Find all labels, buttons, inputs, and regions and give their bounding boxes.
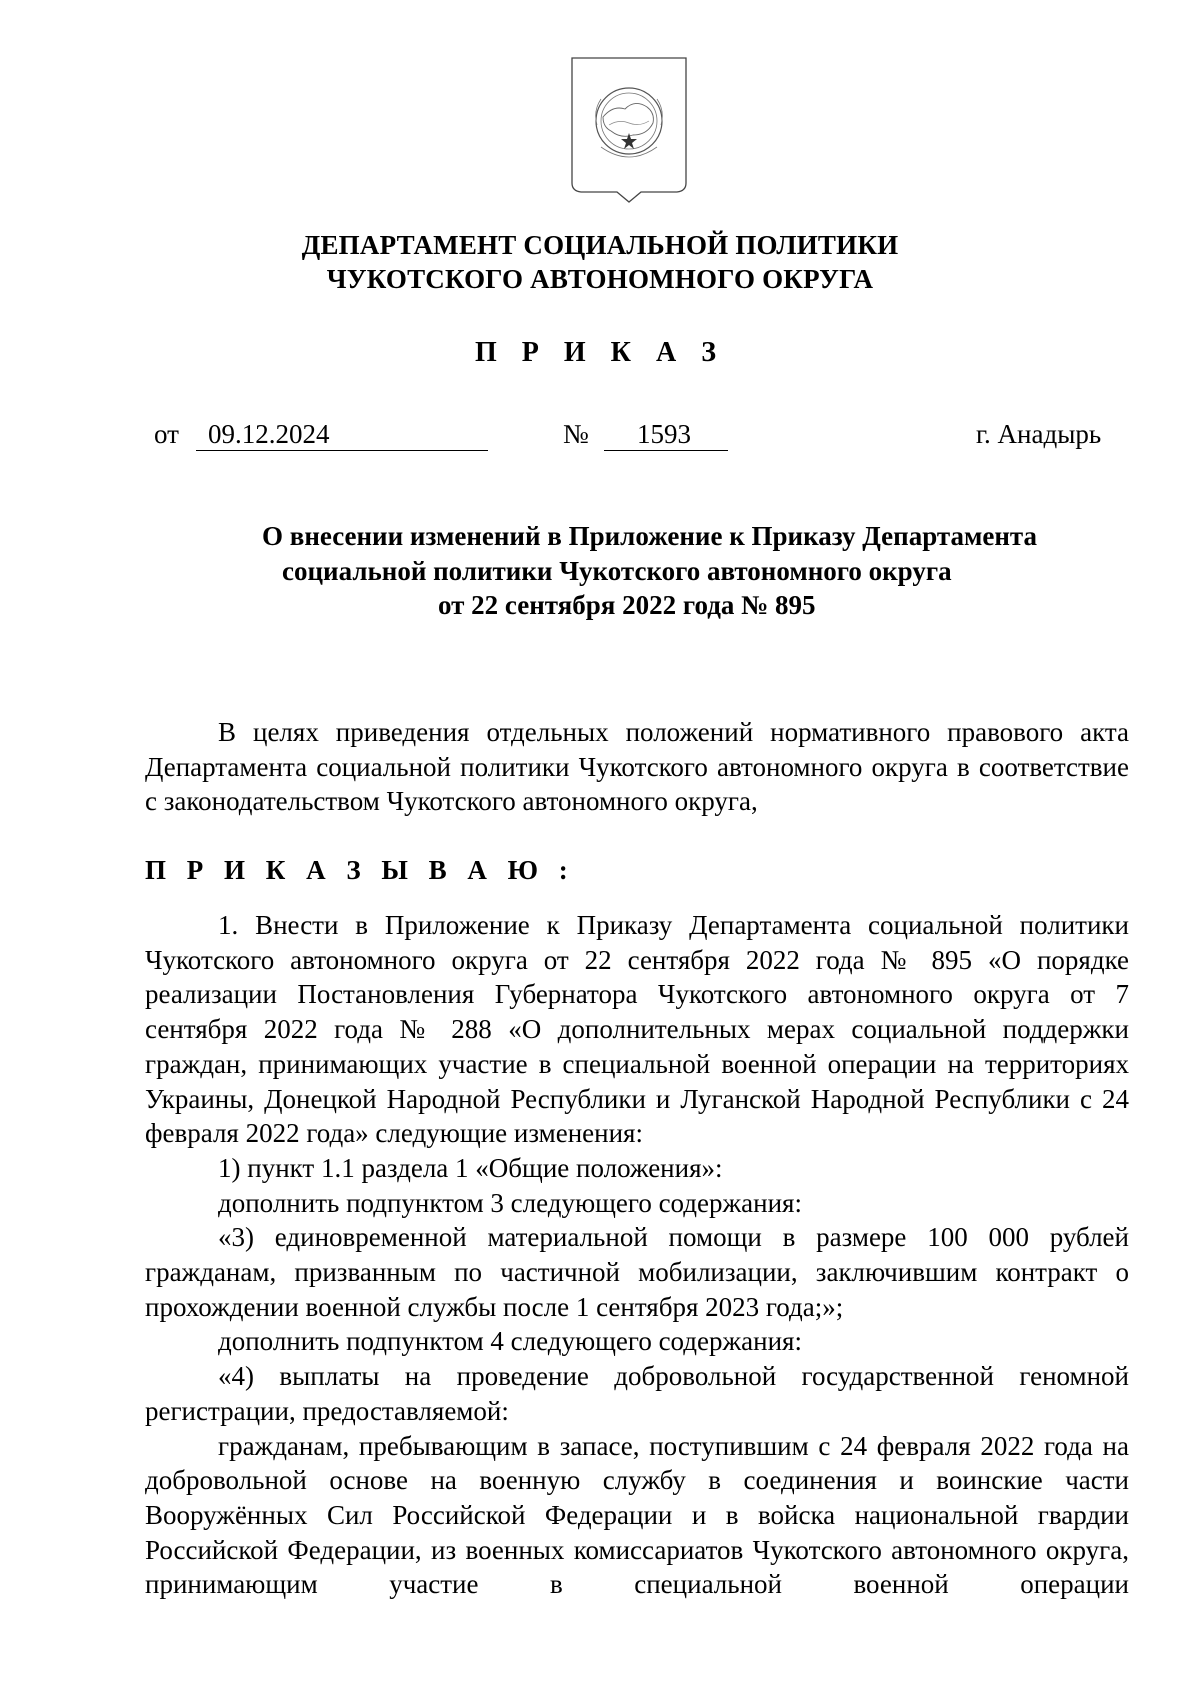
document-title-line-3: от 22 сентября 2022 года № 895 xyxy=(438,590,816,620)
preamble-paragraph: В целях приведения отдельных положений нормативного правового акта Департамента социальной политики Чукотского автономного округа в соответствие с законодательством Чукотского автономного округа, xyxy=(145,717,1129,817)
paragraph-citizens-reserve: гражданам, пребывающим в запасе, поступившим с 24 февраля 2022 года на добровольной основе на военную службу в соединения и воинские части Вооружённых Сил Российской Федерации и в войска национальной гвардии Российской Федерации, из военных комиссариатов Чукотского автономного округа, принимающим участие в специальной военной операции xyxy=(145,1430,1129,1600)
organization-name-line-1: ДЕПАРТАМЕНТ СОЦИАЛЬНОЙ ПОЛИТИКИ xyxy=(301,230,899,260)
date-prefix: от xyxy=(154,419,179,449)
paragraph-add-subitem-3: дополнить подпунктом 3 следующего содержания: xyxy=(218,1187,802,1218)
paragraph-add-subitem-4: дополнить подпунктом 4 следующего содержания: xyxy=(218,1326,802,1357)
paragraph-subitem-1: 1) пункт 1.1 раздела 1 «Общие положения»: xyxy=(218,1152,723,1183)
paragraph-subitem-3-text: «3) единовременной материальной помощи в размере 100 000 рублей гражданам, призванным по частичной мобилизации, заключившим контракт о прохождении военной службы после 1 сентября 2023 года;»; xyxy=(145,1222,1129,1322)
coat-of-arms-icon xyxy=(569,55,689,205)
number-underline xyxy=(604,450,728,451)
document-number: 1593 xyxy=(637,419,691,449)
organization-name-line-2: ЧУКОТСКОГО АВТОНОМНОГО ОКРУГА xyxy=(326,264,874,294)
order-body xyxy=(145,908,1129,1602)
document-type-heading: П Р И К А З xyxy=(475,337,725,368)
document-title-line-2: социальной политики Чукотского автономного округа xyxy=(282,556,952,586)
document-meta-row xyxy=(0,418,1200,458)
date-underline xyxy=(196,450,488,451)
city-name: г. Анадырь xyxy=(976,419,1102,449)
document-title-line-1: О внесении изменений в Приложение к Приказу Департамента xyxy=(262,521,1037,551)
paragraph-item-1: 1. Внести в Приложение к Приказу Департамента социальной политики Чукотского автономного округа от 22 сентября 2022 года № 895 «О порядке реализации Постановления Губернатора Чукотского автономного округа от 7 сентября 2022 года № 288 «О дополнительных мерах социальной поддержки граждан, принимающих участие в специальной военной операции на территориях Украины, Донецкой Народной Республики и Луганской Народной Республики с 24 февраля 2022 года» следующие изменения: xyxy=(145,910,1129,1149)
number-sign: № xyxy=(563,419,589,449)
preamble-block xyxy=(145,715,1129,819)
paragraph-subitem-4-text: «4) выплаты на проведение добровольной государственной геномной регистрации, предоставляемой: xyxy=(145,1361,1129,1426)
document-date: 09.12.2024 xyxy=(208,419,330,449)
coat-of-arms-emblem xyxy=(569,55,689,205)
order-heading: П Р И К А З Ы В А Ю : xyxy=(145,855,575,885)
